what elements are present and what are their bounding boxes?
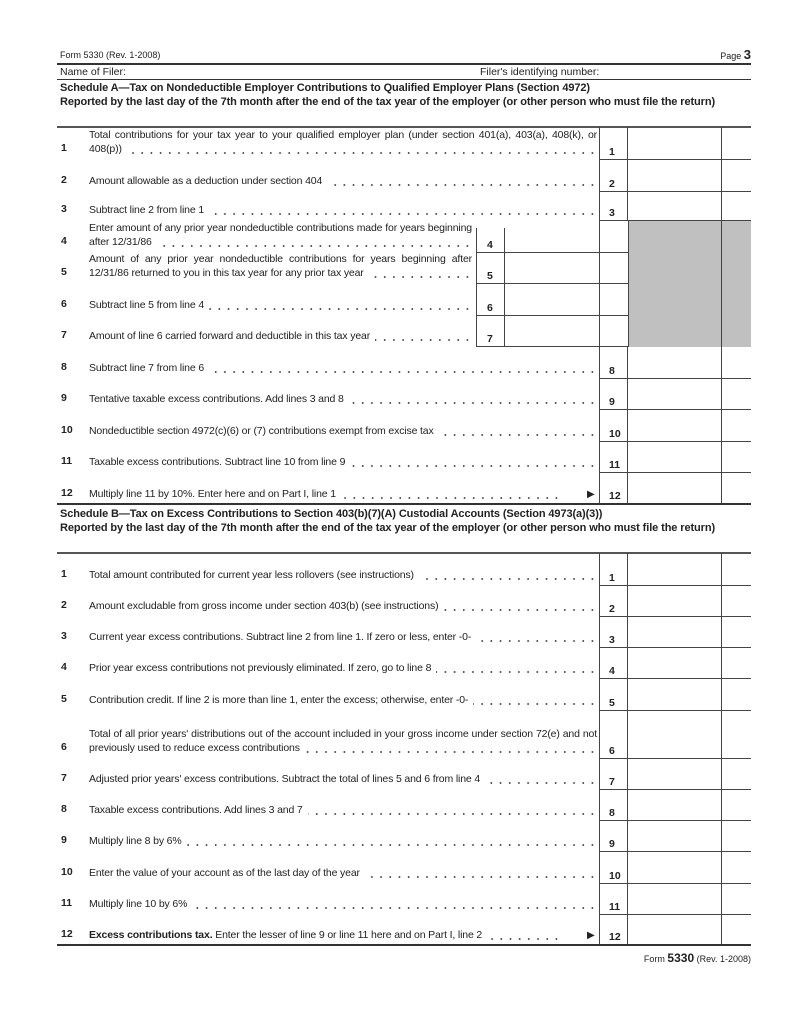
page-indicator [720, 47, 751, 62]
line-row [57, 553, 751, 586]
amount-cell [628, 711, 722, 759]
line-number: 5 [61, 266, 67, 278]
amount-cell [628, 915, 722, 946]
cents-cell [722, 915, 751, 946]
line-number: 1 [61, 568, 67, 580]
line-box-number: 3 [609, 207, 615, 219]
line-box-number: 4 [609, 665, 615, 677]
line-row [57, 759, 751, 790]
line-text: Amount allowable as a deduction under section 404 [89, 175, 327, 187]
amount-cell [628, 617, 722, 648]
cents-input[interactable] [722, 617, 751, 647]
cents-input[interactable] [722, 648, 751, 678]
line-text: Contribution credit. If line 2 is more than line 1, enter the excess; otherwise, enter -0- [89, 694, 473, 706]
line-row [57, 711, 751, 759]
line-box [599, 127, 628, 160]
inner-line-box [476, 284, 505, 316]
line-description [89, 203, 597, 217]
amount-input[interactable] [628, 379, 721, 409]
line-text: Taxable excess contributions. Subtract line 10 from line 9 [89, 456, 350, 468]
line-row [57, 852, 751, 884]
amount-cell [628, 553, 722, 586]
line-description [89, 329, 472, 343]
line-description [89, 298, 472, 312]
filer-name-label: Name of Filer: [60, 66, 126, 78]
amount-cell [628, 410, 722, 442]
line-row [57, 160, 751, 192]
inner-line-box [476, 228, 505, 253]
schedule-b-title: Schedule B—Tax on Excess Contributions to Section 403(b)(7)(A) Custodial Accounts (Section 4973(a)(3)) [60, 508, 603, 520]
cents-cell [722, 679, 751, 711]
section-bottom-rule [57, 503, 751, 505]
cents-cell [722, 617, 751, 648]
line-row [57, 790, 751, 821]
cents-input[interactable] [722, 473, 751, 503]
line-box [599, 410, 628, 442]
line-number: 11 [61, 455, 73, 467]
cents-input[interactable] [722, 821, 751, 851]
line-text: Taxable excess contributions. Add lines 3 and 7 [89, 804, 308, 816]
cents-input[interactable] [722, 759, 751, 789]
line-description [89, 599, 597, 613]
line-number: 11 [61, 897, 73, 909]
line-number: 4 [61, 661, 67, 673]
amount-input[interactable] [628, 821, 721, 851]
line-number: 7 [61, 329, 67, 341]
line-number: 6 [61, 741, 67, 753]
amount-input[interactable] [628, 160, 721, 191]
cents-input[interactable] [722, 553, 751, 585]
amount-cell [628, 347, 722, 379]
shaded-amount-cell [628, 284, 722, 316]
line-description [89, 128, 597, 156]
amount-cell [628, 379, 722, 410]
line-text: Multiply line 11 by 10%. Enter here and on Part I, line 1 [89, 488, 341, 500]
line-row [57, 586, 751, 617]
line-description [89, 834, 597, 848]
cents-cell [722, 442, 751, 473]
line-text: Total contributions for your tax year to your qualified employer plan (under section 401(a), 403(a), 408(k), or 408(p)) [89, 129, 597, 155]
line-number: 8 [61, 361, 67, 373]
line-description [89, 693, 597, 707]
line-box [599, 221, 628, 253]
line-number: 4 [61, 235, 67, 247]
cents-input[interactable] [722, 410, 751, 441]
amount-cell [628, 884, 722, 915]
inner-amount-cell [505, 221, 599, 253]
line-box-number: 12 [609, 490, 621, 502]
line-number: 8 [61, 803, 67, 815]
line-row [57, 379, 751, 410]
line-text: Amount excludable from gross income under section 403(b) (see instructions) [89, 600, 443, 612]
cents-input[interactable] [722, 679, 751, 710]
line-box [599, 379, 628, 410]
line-row [57, 316, 751, 347]
cents-cell [722, 759, 751, 790]
line-description [89, 866, 597, 880]
line-box-number: 10 [609, 428, 621, 440]
filer-id-label: Filer's identifying number: [480, 66, 600, 78]
cents-cell [722, 553, 751, 586]
shaded-cents-cell [722, 221, 751, 253]
amount-cell [628, 127, 722, 160]
line-text [89, 929, 487, 941]
amount-input[interactable] [628, 192, 721, 220]
divider [57, 79, 751, 80]
cents-input[interactable] [722, 192, 751, 220]
inner-line-box [476, 316, 505, 347]
line-row [57, 915, 751, 946]
cents-cell [722, 127, 751, 160]
line-box [599, 553, 628, 586]
line-description [89, 568, 597, 582]
line-box [599, 284, 628, 316]
line-number: 1 [61, 142, 67, 154]
inner-amount-cell [505, 253, 599, 284]
line-box [599, 821, 628, 852]
amount-cell [628, 586, 722, 617]
line-row [57, 473, 751, 505]
line-number: 5 [61, 693, 67, 705]
amount-input[interactable] [628, 679, 721, 710]
line-box [599, 442, 628, 473]
cents-input[interactable] [722, 347, 751, 378]
amount-input[interactable] [628, 127, 721, 159]
cents-cell [722, 852, 751, 884]
cents-cell [722, 790, 751, 821]
form-footer [644, 951, 751, 965]
cents-input[interactable] [722, 160, 751, 191]
amount-input[interactable] [505, 253, 599, 283]
cents-cell [722, 160, 751, 192]
line-box [599, 884, 628, 915]
amount-input[interactable] [628, 648, 721, 678]
footer-form-word: Form [643, 954, 665, 964]
line-box [599, 253, 628, 284]
footer-form-number: 5330 [667, 951, 695, 965]
line-text: Multiply line 10 by 6% [89, 898, 192, 910]
line-row [57, 410, 751, 442]
amount-cell [628, 192, 722, 221]
page-label: Page [720, 51, 742, 61]
amount-input[interactable] [628, 790, 721, 820]
amount-input[interactable] [628, 586, 721, 616]
line-box-number: 3 [609, 634, 615, 646]
line-description [89, 928, 561, 942]
cents-input[interactable] [722, 884, 751, 914]
line-box [599, 790, 628, 821]
line-box [599, 160, 628, 192]
line-bold-text: Excess contributions tax. [89, 929, 213, 941]
amount-input[interactable] [628, 759, 721, 789]
line-number: 6 [61, 298, 67, 310]
line-box-number: 6 [609, 745, 615, 757]
footer-revision: (Rev. 1-2008) [696, 954, 751, 964]
amount-cell [628, 679, 722, 711]
line-box [599, 586, 628, 617]
inner-line-box-number: 5 [487, 270, 493, 282]
line-description [89, 424, 597, 438]
line-box-number: 9 [609, 838, 615, 850]
line-number: 12 [61, 928, 73, 940]
filer-name-input[interactable] [140, 66, 464, 80]
line-box-number: 8 [609, 807, 615, 819]
line-row [57, 347, 751, 379]
amount-cell [628, 160, 722, 192]
inner-line-box-number: 6 [487, 302, 493, 314]
amount-cell [628, 852, 722, 884]
line-text: Prior year excess contributions not previously eliminated. If zero, go to line 8 [89, 662, 436, 674]
cents-cell [722, 192, 751, 221]
cents-input[interactable] [722, 852, 751, 883]
line-text: Enter amount of any prior year nondeductible contributions made for years beginning after 12/31/86 [89, 222, 472, 248]
cents-input[interactable] [722, 711, 751, 758]
line-text: Nondeductible section 4972(c)(6) or (7) contributions exempt from excise tax [89, 425, 439, 437]
line-description [89, 361, 597, 375]
line-box-number: 1 [609, 146, 615, 158]
shaded-amount-cell [628, 221, 722, 253]
line-row [57, 679, 751, 711]
divider [57, 63, 751, 65]
schedule-b-subtitle: Reported by the last day of the 7th month after the end of the tax year of the employer (or other person who must file the return) [60, 522, 716, 534]
line-description [89, 221, 472, 249]
line-description [89, 727, 597, 755]
line-text: Enter the value of your account as of the last day of the year [89, 867, 365, 879]
line-description [89, 487, 561, 501]
line-box-number: 1 [609, 572, 615, 584]
schedule-a-subtitle: Reported by the last day of the 7th month after the end of the tax year of the employer (or other person who must file the return) [60, 96, 716, 108]
line-description [89, 174, 597, 188]
inner-amount-cell [505, 316, 599, 347]
line-row [57, 648, 751, 679]
line-text: Amount of any prior year nondeductible contributions for years beginning after 12/31/86 returned to you in this tax year for any prior tax year [89, 253, 472, 279]
line-number: 9 [61, 392, 67, 404]
line-description [89, 803, 597, 817]
line-text: Adjusted prior years' excess contributions. Subtract the total of lines 5 and 6 from line 4 [89, 773, 485, 785]
amount-cell [628, 648, 722, 679]
cents-input[interactable] [722, 790, 751, 820]
amount-input[interactable] [628, 553, 721, 585]
amount-input[interactable] [628, 347, 721, 378]
amount-cell [628, 473, 722, 505]
line-number: 12 [61, 487, 73, 499]
line-description [89, 897, 597, 911]
cents-cell [722, 586, 751, 617]
amount-input[interactable] [628, 473, 721, 503]
line-description [89, 772, 597, 786]
cents-input[interactable] [722, 127, 751, 159]
line-box [599, 192, 628, 221]
line-box [599, 711, 628, 759]
line-number: 3 [61, 203, 67, 215]
line-text: Amount of line 6 carried forward and deductible in this tax year [89, 330, 375, 342]
line-text: Current year excess contributions. Subtract line 2 from line 1. If zero or less, enter -0- [89, 631, 476, 643]
amount-input[interactable] [505, 316, 599, 346]
line-number: 9 [61, 834, 67, 846]
line-box [599, 852, 628, 884]
line-row [57, 617, 751, 648]
line-text: Subtract line 7 from line 6 [89, 362, 209, 374]
line-row [57, 284, 751, 316]
line-number: 3 [61, 630, 67, 642]
cents-cell [722, 821, 751, 852]
line-description [89, 455, 597, 469]
line-box [599, 679, 628, 711]
amount-input[interactable] [628, 852, 721, 883]
line-number: 10 [61, 424, 73, 436]
line-box-number: 11 [609, 901, 621, 913]
line-box [599, 316, 628, 347]
inner-amount-cell [505, 284, 599, 316]
arrow-right-icon: ▶ [587, 489, 595, 500]
line-box-number: 8 [609, 365, 615, 377]
line-number: 10 [61, 866, 73, 878]
schedule-a-title: Schedule A—Tax on Nondeductible Employer Contributions to Qualified Employer Plans (Section 4972) [60, 82, 590, 94]
shaded-cents-cell [722, 316, 751, 347]
shaded-amount-cell [628, 316, 722, 347]
line-box-number: 2 [609, 603, 615, 615]
amount-input[interactable] [505, 284, 599, 315]
line-box-number: 11 [609, 459, 621, 471]
cents-cell [722, 347, 751, 379]
line-description [89, 661, 597, 675]
cents-cell [722, 410, 751, 442]
cents-cell [722, 884, 751, 915]
schedule-a-heading [60, 81, 750, 109]
line-text: Total amount contributed for current year less rollovers (see instructions) [89, 569, 419, 581]
line-text: Subtract line 2 from line 1 [89, 204, 209, 216]
cents-input[interactable] [722, 586, 751, 616]
line-box-number: 7 [609, 776, 615, 788]
cents-cell [722, 473, 751, 505]
line-text: Multiply line 8 by 6% [89, 835, 187, 847]
line-row [57, 821, 751, 852]
amount-cell [628, 790, 722, 821]
inner-line-box [476, 253, 505, 284]
line-row [57, 221, 751, 253]
shaded-cents-cell [722, 253, 751, 284]
line-number: 7 [61, 772, 67, 784]
amount-cell [628, 442, 722, 473]
amount-input[interactable] [628, 442, 721, 472]
line-box [599, 473, 628, 505]
amount-input[interactable] [628, 884, 721, 914]
shaded-cents-cell [722, 284, 751, 316]
amount-input[interactable] [628, 915, 721, 944]
line-box [599, 617, 628, 648]
shaded-amount-cell [628, 253, 722, 284]
line-box [599, 915, 628, 946]
cents-cell [722, 648, 751, 679]
line-row [57, 127, 751, 160]
line-text: Subtract line 5 from line 4 [89, 299, 209, 311]
cents-cell [722, 711, 751, 759]
line-box-number: 5 [609, 697, 615, 709]
line-row [57, 884, 751, 915]
amount-input[interactable] [628, 410, 721, 441]
cents-input[interactable] [722, 379, 751, 409]
amount-cell [628, 759, 722, 790]
line-row [57, 442, 751, 473]
amount-input[interactable] [505, 221, 599, 252]
line-description [89, 630, 597, 644]
line-text: Total of all prior years' distributions out of the account included in your gross income under section 72(e) and not previously used to reduce excess contributions [89, 728, 597, 754]
amount-cell [628, 821, 722, 852]
line-box-number: 12 [609, 931, 621, 943]
section-bottom-rule [57, 944, 751, 946]
cents-input[interactable] [722, 915, 751, 944]
line-text-rest: Enter the lesser of line 9 or line 11 here and on Part I, line 2 [212, 929, 483, 941]
cents-cell [722, 379, 751, 410]
line-box [599, 648, 628, 679]
line-box-number: 2 [609, 178, 615, 190]
cents-input[interactable] [722, 442, 751, 472]
line-box [599, 347, 628, 379]
amount-input[interactable] [628, 617, 721, 647]
line-box-number: 10 [609, 870, 621, 882]
schedule-b-heading [60, 507, 750, 535]
line-box [599, 759, 628, 790]
form-id: Form 5330 (Rev. 1-2008) [60, 50, 161, 60]
line-description [89, 392, 597, 406]
line-row [57, 253, 751, 284]
page-number: 3 [743, 47, 751, 62]
line-row [57, 192, 751, 221]
inner-line-box-number: 7 [487, 333, 493, 345]
line-text: Tentative taxable excess contributions. Add lines 3 and 8 [89, 393, 349, 405]
inner-line-box-number: 4 [487, 239, 493, 251]
line-description [89, 252, 472, 280]
line-number: 2 [61, 174, 67, 186]
amount-input[interactable] [628, 711, 721, 758]
arrow-right-icon: ▶ [587, 930, 595, 941]
line-box-number: 9 [609, 396, 615, 408]
line-number: 2 [61, 599, 67, 611]
filer-id-input[interactable] [620, 66, 752, 80]
